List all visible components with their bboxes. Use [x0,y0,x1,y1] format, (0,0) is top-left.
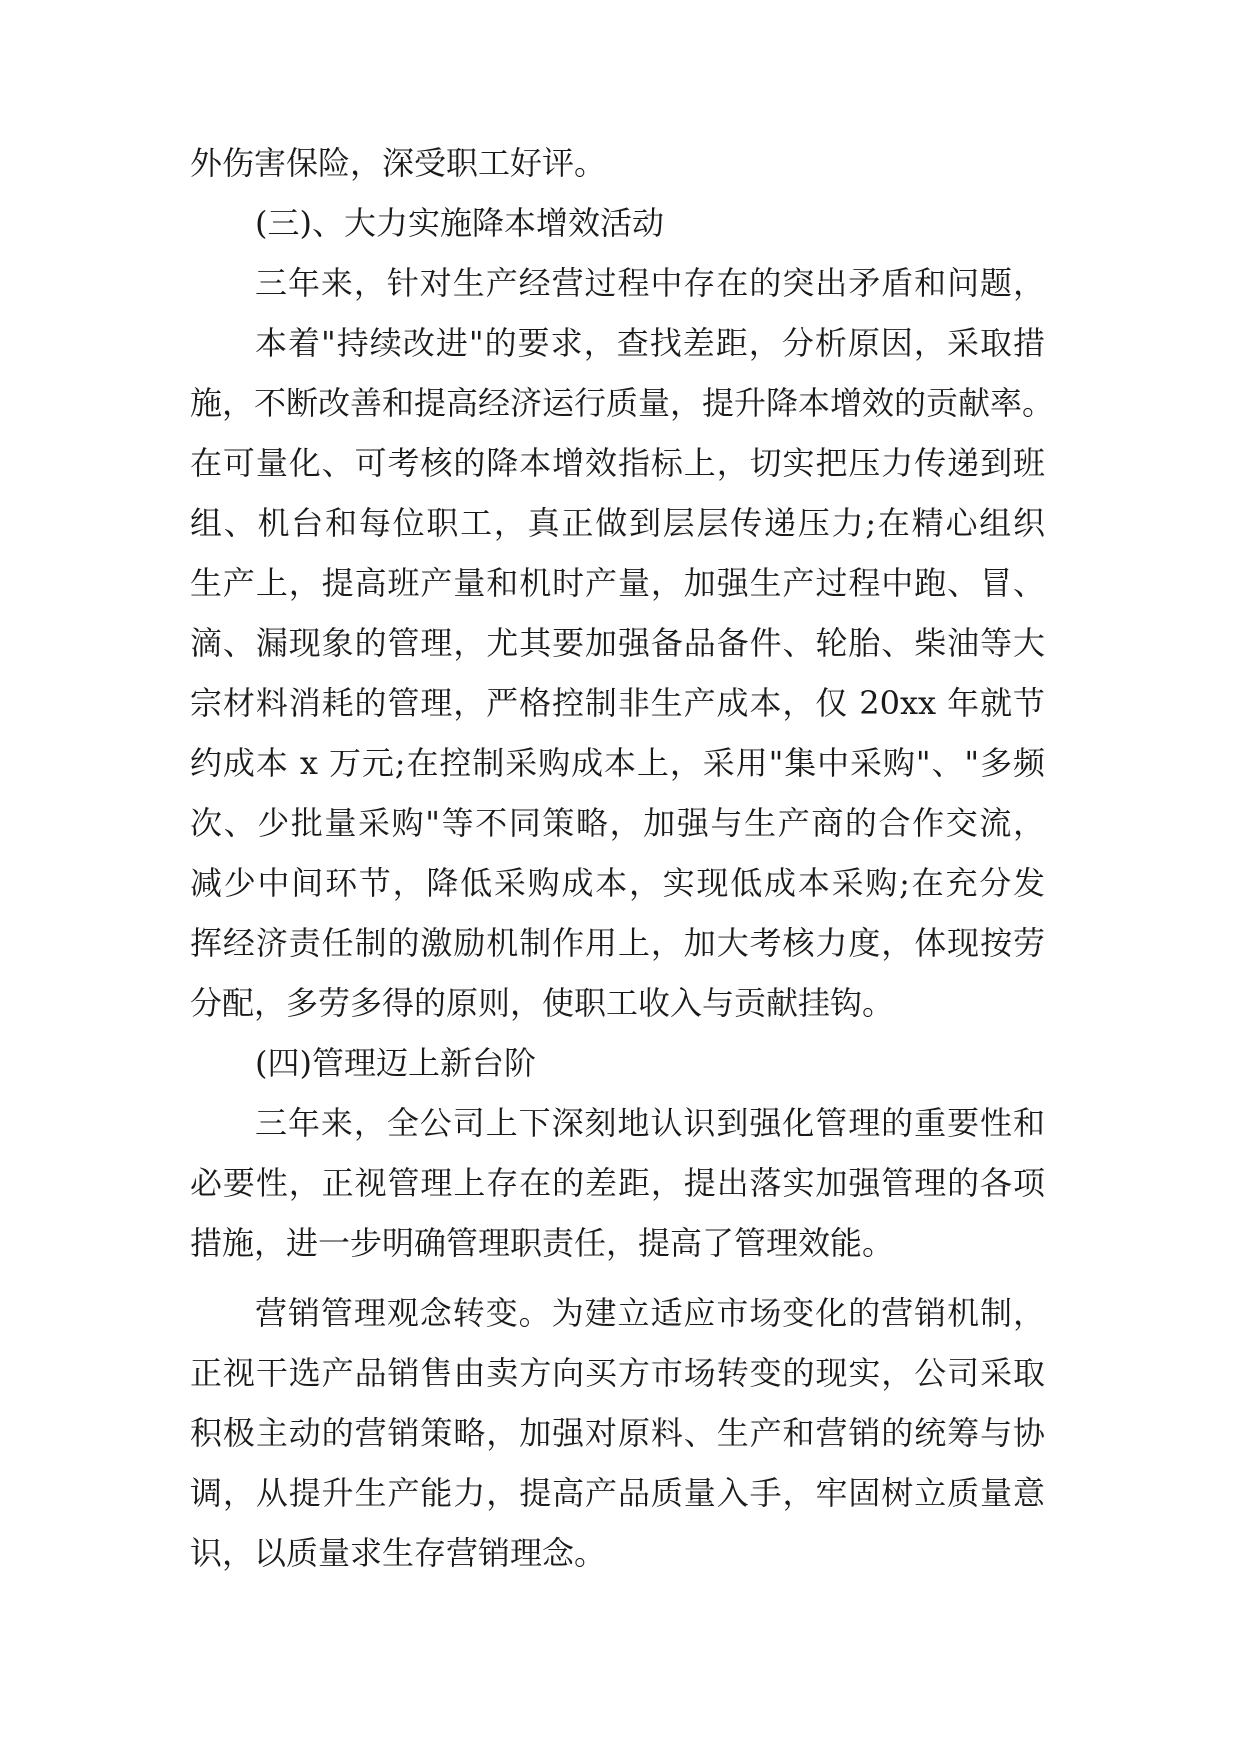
text-line: 宗材料消耗的管理，严格控制非生产成本，仅 20xx 年就节 [190,684,1045,722]
text-line: 在可量化、可考核的降本增效指标上，切实把压力传递到班 [190,444,1045,482]
text-line: 积极主动的营销策略，加强对原料、生产和营销的统筹与协 [190,1414,1045,1452]
text-line: 识，以质量求生存营销理念。 [190,1534,607,1572]
text-line: 正视干选产品销售由卖方向买方市场转变的现实，公司采取 [190,1354,1045,1392]
text-line: 措施，进一步明确管理职责任，提高了管理效能。 [190,1224,895,1262]
text-line: 减少中间环节，降低采购成本，实现低成本采购;在充分发 [190,864,1045,902]
text-line: 挥经济责任制的激励机制作用上，加大考核力度，体现按劳 [190,924,1045,962]
text-line: 组、机台和每位职工，真正做到层层传递压力;在精心组织 [190,504,1045,542]
text-line: 施，不断改善和提高经济运行质量，提升降本增效的贡献率。 [190,384,1055,422]
text-line: 本着"持续改进"的要求，查找差距，分析原因，采取措 [255,324,1045,362]
text-line: 三年来，全公司上下深刻地认识到强化管理的重要性和 [255,1104,1045,1142]
text-line: 三年来，针对生产经营过程中存在的突出矛盾和问题， [255,264,1045,302]
text-line: 生产上，提高班产量和机时产量，加强生产过程中跑、冒、 [190,564,1045,602]
section-heading: (四)管理迈上新台阶 [255,1044,536,1082]
text-line: 必要性，正视管理上存在的差距，提出落实加强管理的各项 [190,1164,1045,1202]
text-line: 营销管理观念转变。为建立适应市场变化的营销机制， [255,1294,1045,1332]
text-line: 分配，多劳多得的原则，使职工收入与贡献挂钩。 [190,984,895,1022]
text-line: 约成本 x 万元;在控制采购成本上，采用"集中采购"、"多频 [190,744,1045,782]
section-heading: (三)、大力实施降本增效活动 [255,204,664,242]
text-line: 次、少批量采购"等不同策略，加强与生产商的合作交流， [190,804,1045,842]
text-line: 滴、漏现象的管理，尤其要加强备品备件、轮胎、柴油等大 [190,624,1045,662]
text-line: 调，从提升生产能力，提高产品质量入手，牢固树立质量意 [190,1474,1045,1512]
text-line: 外伤害保险，深受职工好评。 [190,144,607,182]
